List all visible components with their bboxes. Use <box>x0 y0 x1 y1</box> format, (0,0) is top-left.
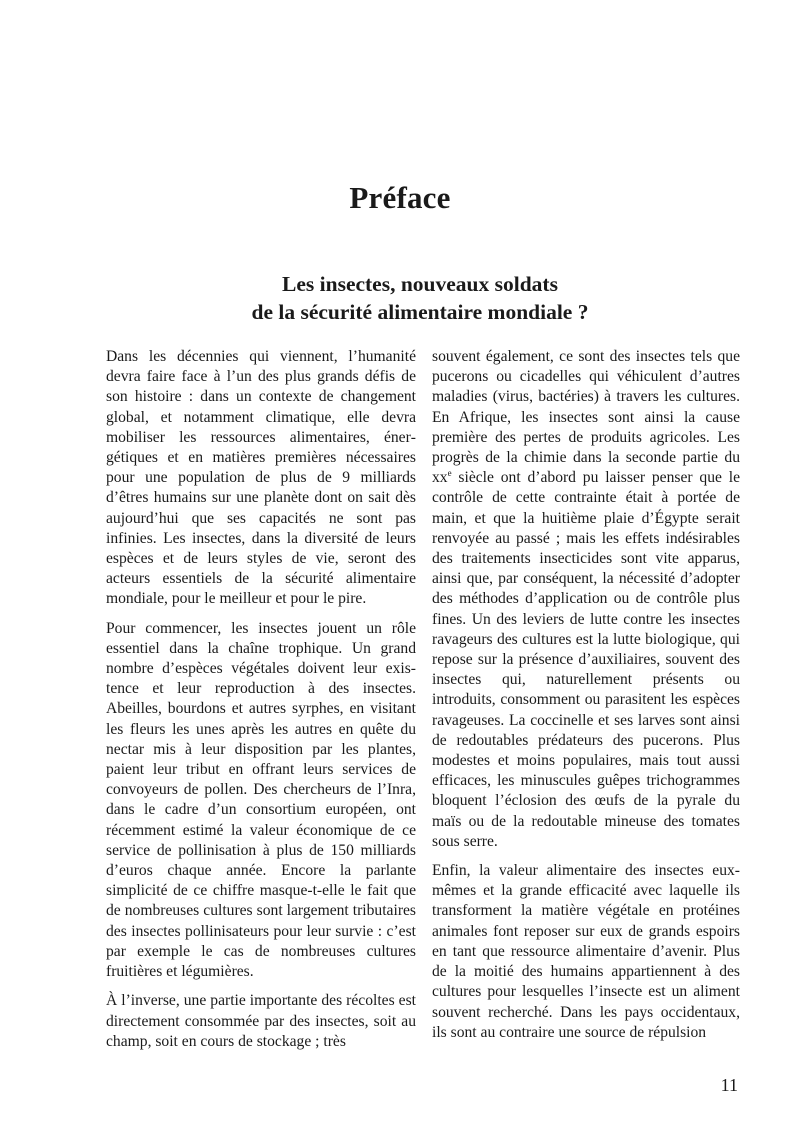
paragraph: À l’inverse, une partie importante des récoltes est directement consommée par des insectes, soit au champ, soit en cours de stockage ; très <box>106 992 416 1050</box>
page-title: Préface <box>349 180 451 215</box>
paragraph <box>432 347 740 852</box>
paragraph: Enfin, la valeur alimentaire des insectes eux-mêmes et la grande efficacité avec laquelle ils transforment la matière végétale en protéines animales font reposer sur eux de grands espoirs en tant que ressource alimentaire d’avenir. Plus de la moitié des humains appartiennent à des cultures pour lesquelles l’insecte est un aliment souvent recherché. Dans les pays occidentaux, ils sont au contraire une source de répulsion <box>432 862 740 1041</box>
page-number: 11 <box>720 1075 738 1095</box>
left-text-column <box>106 347 416 1061</box>
chapter-subtitle <box>200 270 640 326</box>
paragraph-text: souvent également, ce sont des insectes tels que pucerons ou cicadelles qui véhiculent d’autres maladies (virus, bactéries) à travers les cultures. En Afrique, les insectes sont ainsi la cause première des pertes de produits agricoles. Les progrès de la chimie dans la seconde partie du xx <box>432 348 740 487</box>
paragraph-text: siècle ont d’abord pu laisser penser que le contrôle de cette contrainte était à portée de main, et que la huitième plaie d’Égypte serait renvoyée au passé ; mais les effets indésirables des traitements insecticides sont vite apparus, ainsi que, par conséquent, la nécessité d’adopter des méthodes d’application ou de contrôle plus fines. Un des leviers de lutte contre les insectes ravageurs des cultures est la lutte biologique, qui repose sur la présence d’auxiliaires, souvent des insectes qui, naturellement présents ou introduits, consomment ou parasitent les espèces ravageuses. La coccinelle et ses larves sont ainsi de redoutables prédateurs des pucerons. Plus modestes et moins populaires, mais tout aussi efficaces, les minuscules guêpes trichogrammes bloquent l’éclosion des œufs de la pyrale du maïs ou de la redoutable mineuse des tomates sous serre. <box>432 469 740 850</box>
subtitle-line-1: Les insectes, nouveaux soldats <box>282 272 558 296</box>
right-text-column <box>432 347 740 1052</box>
subtitle-line-2: de la sécurité alimentaire mondiale ? <box>251 300 589 324</box>
century-superscript: e <box>447 468 452 479</box>
paragraph: Dans les décennies qui viennent, l’humanité devra faire face à l’un des plus grands défis de son histoire : dans un contexte de changement global, et notamment climatique, elle devra mobiliser les ressources alimentaires, énergétiques et en matières premières nécessaires pour une population de plus de 9 milliards d’êtres humains sur une planète dont on sait dès aujourd’hui que ses capacités ne sont pas infinies. Les insectes, dans la diversité de leurs espèces et de leurs styles de vie, seront des acteurs essentiels de la sécurité alimentaire mondiale, pour le meilleur et pour le pire. <box>106 348 416 608</box>
paragraph: Pour commencer, les insectes jouent un rôle essentiel dans la chaîne trophique. Un grand nombre d’espèces végétales doivent leur existence et leur reproduction à des insectes. Abeilles, bourdons et autres syrphes, en visitant les fleurs les unes après les autres en quête du nectar mis à leur disposition par les plantes, paient leur tribut en offrant leurs services de convoyeurs de pollen. Des chercheurs de l’Inra, dans le cadre d’un consortium européen, ont récemment estimé la valeur économique de ce service de pollinisation à plus de 150 milliards d’euros chaque année. Encore la parlante simplicité de ce chiffre masque-t-elle le fait que de nombreuses cultures sont largement tributaires des insectes pollinisateurs pour leur survie : c’est par exemple le cas de nombreuses cultures fruitières et légumières. <box>106 619 416 981</box>
